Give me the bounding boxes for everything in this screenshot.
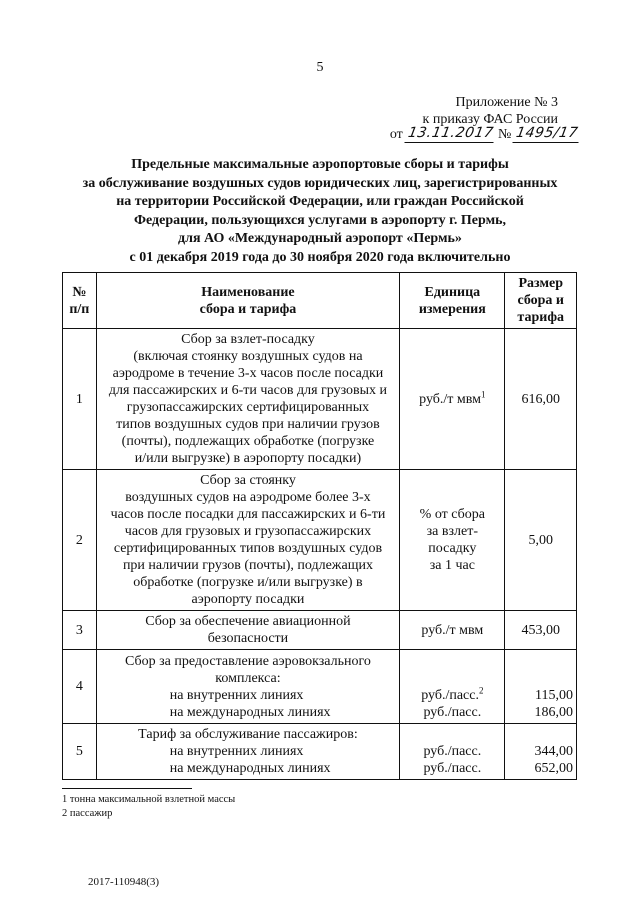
row-unit: руб./пасс. руб./пасс.	[400, 724, 505, 780]
row-num: 5	[63, 724, 97, 780]
row-name: Сбор за обеспечение авиационной безопасности	[96, 611, 399, 650]
title-line: за обслуживание воздушных судов юридических лиц, зарегистрированных	[82, 175, 558, 191]
title-line: на территории Российской Федерации, или граждан Российской	[116, 194, 524, 210]
document-code: 2017-110948(3)	[88, 876, 160, 888]
sub-label: на международных линиях	[169, 704, 331, 720]
footnote-1: 1 тонна максимальной взлетной массы	[62, 794, 236, 805]
row-size: 616,00	[505, 329, 577, 470]
row-num: 4	[63, 650, 97, 724]
sub-label: на международных линиях	[169, 761, 331, 776]
header-unit: Единица измерения	[400, 273, 505, 329]
order-date: 13.11.2017	[404, 125, 496, 143]
title-line: Предельные максимальные аэропортовые сборы и тарифы	[131, 157, 509, 172]
title-line: с 01 декабря 2019 года до 30 ноября 2020 года включительно	[129, 249, 511, 265]
title-line: для АО «Международный аэропорт «Пермь»	[178, 231, 462, 247]
sub-label: на внутренних линиях	[169, 687, 304, 703]
number-label: №	[497, 127, 512, 142]
title-line: Федерации, пользующихся услугами в аэропорту г. Пермь,	[133, 212, 507, 228]
appendix-line-2: к приказу ФАС России	[422, 112, 558, 127]
row-num: 2	[63, 470, 97, 611]
table-row	[63, 329, 577, 470]
row-name: Сбор за предоставление аэровокзального комплекса: на внутренних линиях на международных линиях	[96, 650, 399, 724]
table-row	[63, 724, 577, 780]
row-unit: руб./пасс.$^2$ руб./пасс.	[400, 650, 505, 724]
row-size: 453,00	[505, 611, 577, 650]
order-number: 1495/17	[513, 125, 582, 143]
row-size: 115,00 186,00	[505, 650, 577, 724]
appendix-date-number	[390, 125, 580, 143]
row-num: 3	[63, 611, 97, 650]
page-number: 5	[316, 60, 324, 75]
header-size: Размер сбора и тарифа	[505, 273, 577, 329]
sub-label: на внутренних линиях	[169, 744, 304, 759]
from-label: от	[389, 127, 403, 142]
table-header-row	[63, 273, 577, 329]
tariff-table	[62, 272, 577, 780]
row-name: Тариф за обслуживание пассажиров: на внутренних линиях на международных линиях	[96, 724, 399, 780]
row-unit: руб./т мвм$^1$	[400, 329, 505, 470]
footnote-2: 2 пассажир	[62, 808, 113, 819]
table-row	[63, 470, 577, 611]
row-num: 1	[63, 329, 97, 470]
footnote-ref: 2	[478, 685, 484, 696]
row-unit: % от сбора за взлет-посадку за 1 час	[400, 470, 505, 611]
table-row	[63, 650, 577, 724]
appendix-line-1: Приложение № 3	[455, 95, 558, 110]
footnote-ref: 1	[481, 388, 486, 399]
row-name: Сбор за стоянку воздушных судов на аэродроме более 3-х часов после посадки для пассажирских и 6-ти часов для грузовых и грузопассажирских сертифицированных типов воздушных судов при наличии грузов (почты), подлежащих обработке (погрузке и/или выгрузке) в аэропорту посадки	[96, 470, 399, 611]
table-row	[63, 611, 577, 650]
document-title	[60, 156, 580, 268]
row-unit: руб./т мвм	[400, 611, 505, 650]
row-size: 344,00 652,00	[505, 724, 577, 780]
row-size: 5,00	[505, 470, 577, 611]
header-name: Наименование сбора и тарифа	[96, 273, 399, 329]
header-num: № п/п	[63, 273, 97, 329]
footnote-divider	[62, 788, 192, 789]
row-name: Сбор за взлет-посадку (включая стоянку воздушных судов на аэродроме в течение 3-х часов после посадки для пассажирских и 6-ти часов для грузовых и грузопассажирских сертифицированных типов воздушных судов при наличии грузов (почты), подлежащих обработке (погрузке и/или выгрузке) в аэропорту посадки)	[96, 329, 399, 470]
